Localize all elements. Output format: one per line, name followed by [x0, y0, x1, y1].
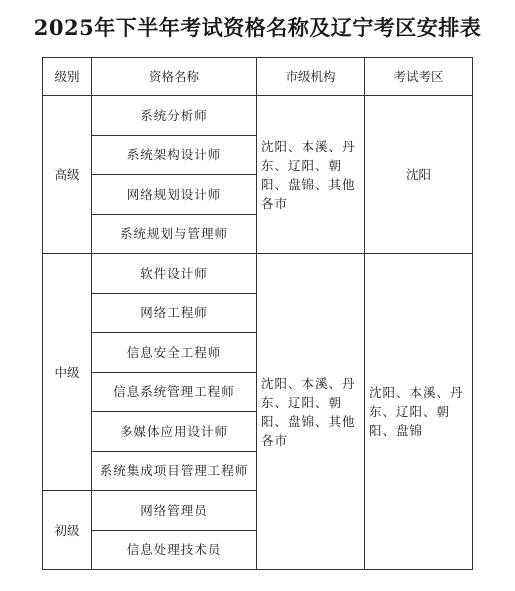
area-cell-intermediate: 沈阳、本溪、丹东、辽阳、朝阳、盘锦	[365, 254, 473, 570]
exam-arrangement-table	[42, 57, 473, 570]
qualification-cell: 网络管理员	[92, 491, 257, 531]
table-header-row	[43, 58, 473, 96]
city-cell-intermediate: 沈阳、本溪、丹东、辽阳、朝阳、盘锦、其他各市	[257, 254, 365, 570]
qualification-cell: 系统分析师	[92, 96, 257, 136]
header-level: 级别	[43, 58, 92, 96]
table-row	[43, 254, 473, 294]
level-cell-intermediate: 中级	[43, 254, 92, 491]
city-cell-senior: 沈阳、本溪、丹东、辽阳、朝阳、盘锦、其他各市	[257, 96, 365, 254]
page-title: 2025年下半年考试资格名称及辽宁考区安排表	[33, 15, 482, 40]
level-cell-junior: 初级	[43, 491, 92, 570]
area-cell-senior: 沈阳	[365, 96, 473, 254]
qualification-cell: 软件设计师	[92, 254, 257, 294]
qualification-cell: 信息安全工程师	[92, 333, 257, 373]
header-area: 考试考区	[365, 58, 473, 96]
qualification-cell: 信息系统管理工程师	[92, 372, 257, 412]
qualification-cell: 网络工程师	[92, 293, 257, 333]
table-row	[43, 96, 473, 136]
header-qualification: 资格名称	[92, 58, 257, 96]
qualification-cell: 网络规划设计师	[92, 175, 257, 215]
qualification-cell: 系统规划与管理师	[92, 214, 257, 254]
qualification-cell: 系统集成项目管理工程师	[92, 451, 257, 491]
qualification-cell: 多媒体应用设计师	[92, 412, 257, 452]
qualification-cell: 信息处理技术员	[92, 530, 257, 570]
qualification-cell: 系统架构设计师	[92, 135, 257, 175]
header-city: 市级机构	[257, 58, 365, 96]
level-cell-senior: 高级	[43, 96, 92, 254]
